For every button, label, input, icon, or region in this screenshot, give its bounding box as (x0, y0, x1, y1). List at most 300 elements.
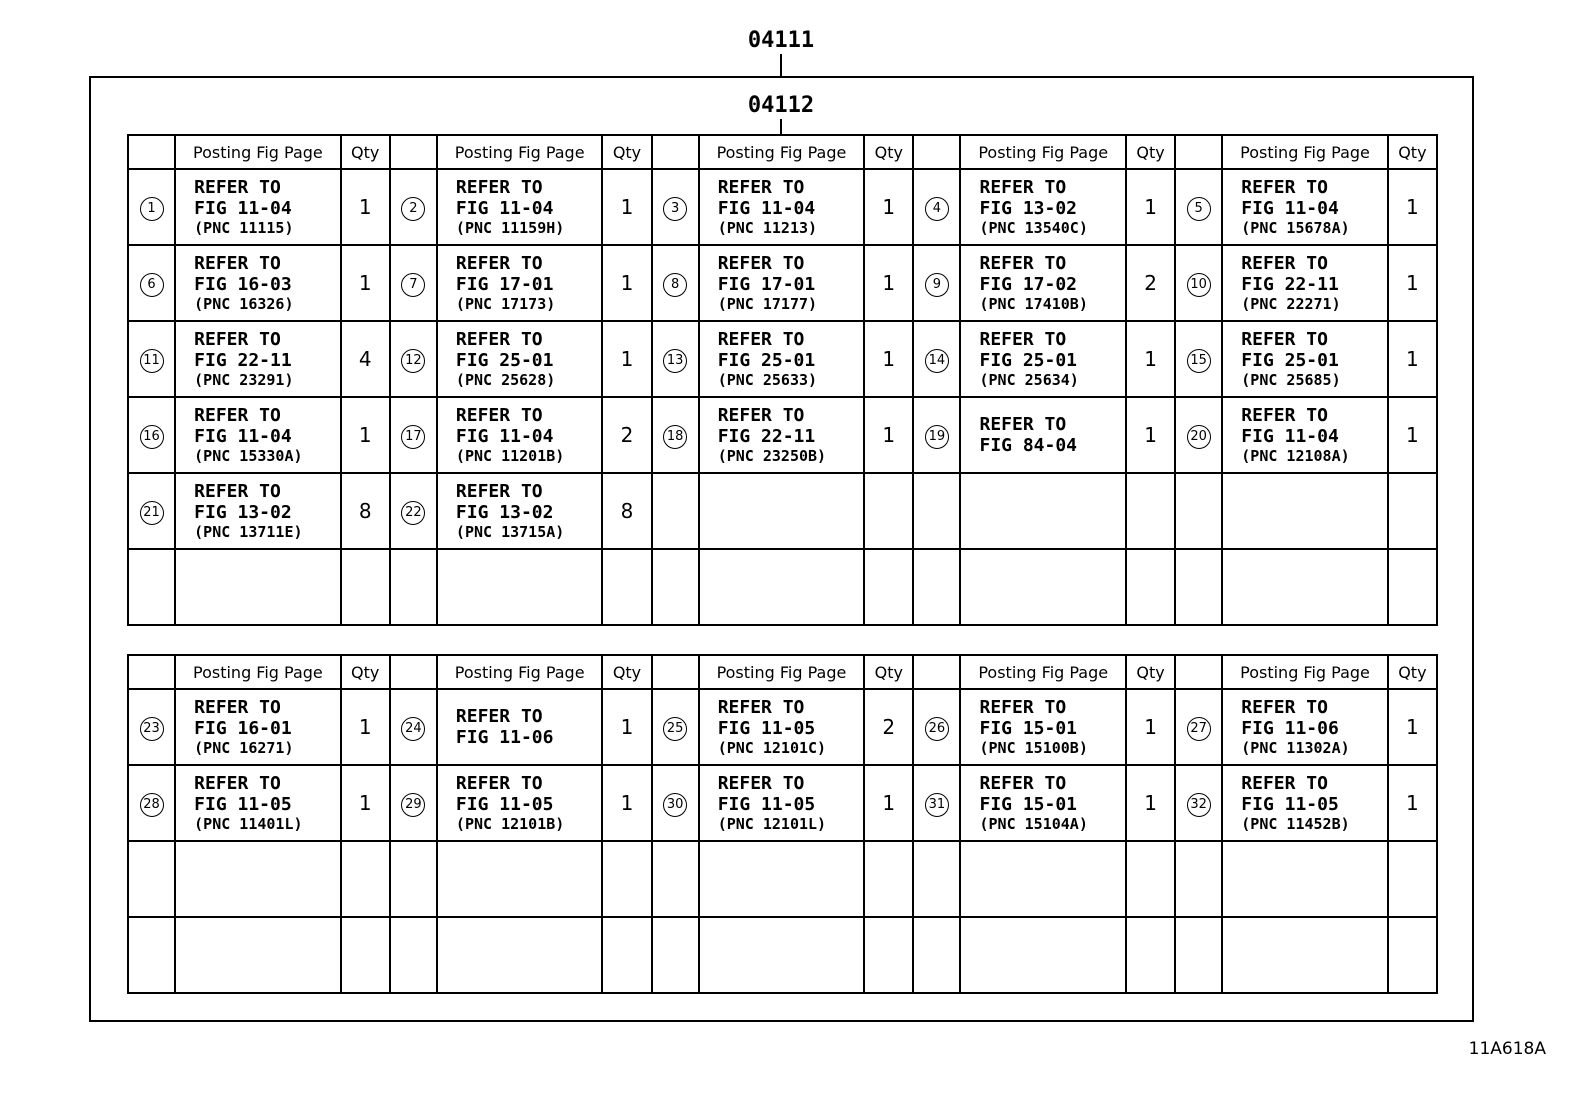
refer-to-text: REFER TO (717, 772, 805, 794)
pnc-text: (PNC 11159H) (455, 218, 565, 237)
fig-page-text: FIG 11-05 (455, 793, 554, 815)
pnc-text: (PNC 25634) (979, 370, 1079, 389)
reference-cell (437, 473, 603, 549)
reference-cell (960, 245, 1126, 321)
pnc-text: (PNC 12101B) (455, 814, 565, 833)
fig-page-text: FIG 25-01 (979, 349, 1078, 371)
pnc-text: (PNC 22271) (1241, 294, 1341, 313)
qty-cell (1126, 549, 1175, 625)
refer-to-text: REFER TO (455, 252, 543, 274)
item-number-cell (913, 549, 960, 625)
qty-cell (1126, 473, 1175, 549)
reference-cell (175, 689, 341, 765)
pnc-text: (PNC 11401L) (194, 814, 303, 833)
refer-to-text: REFER TO (194, 480, 281, 502)
item-number-cell (390, 397, 437, 473)
header-row (128, 135, 1437, 169)
reference-cell (175, 245, 341, 321)
callout-number: 8 (663, 273, 687, 297)
item-number-cell (1175, 841, 1222, 917)
refer-to-text: REFER TO (979, 176, 1067, 198)
qty-cell: 1 (341, 397, 390, 473)
qty-cell: 1 (864, 397, 913, 473)
qty-cell: 1 (1126, 397, 1175, 473)
pnc-text: (PNC 13540C) (979, 218, 1088, 237)
fig-page-text: FIG 11-06 (1241, 717, 1339, 739)
qty-cell (602, 549, 651, 625)
pnc-text: (PNC 12101C) (717, 738, 827, 757)
refer-to-text: REFER TO (194, 696, 281, 718)
refer-to-text: REFER TO (1241, 696, 1328, 718)
item-number-cell (652, 917, 699, 993)
item-number-cell (1175, 549, 1222, 625)
reference-cell (1222, 549, 1388, 625)
qty-cell: 1 (602, 321, 651, 397)
fig-page-text: FIG 16-01 (194, 717, 292, 739)
qty-cell (1388, 473, 1437, 549)
table-row (128, 169, 1437, 245)
table-row (128, 549, 1437, 625)
fig-page-text: FIG 11-04 (194, 425, 292, 447)
reference-cell (175, 765, 341, 841)
item-number-cell (128, 765, 175, 841)
callout-number: 19 (925, 425, 949, 449)
item-number-cell (913, 917, 960, 993)
refer-to-text: REFER TO (194, 404, 281, 426)
refer-to-text: REFER TO (979, 252, 1067, 274)
header-qty-cell: Qty (1388, 135, 1437, 169)
reference-cell (1222, 169, 1388, 245)
qty-cell: 1 (1126, 321, 1175, 397)
item-number-cell (128, 473, 175, 549)
qty-cell: 2 (1126, 245, 1175, 321)
reference-cell (699, 169, 865, 245)
header-posting-cell: Posting Fig Page (960, 655, 1126, 689)
fig-page-text: FIG 22-11 (717, 425, 816, 447)
qty-cell: 8 (341, 473, 390, 549)
reference-cell (699, 689, 865, 765)
fig-page-text: FIG 11-04 (717, 197, 816, 219)
qty-cell: 1 (864, 765, 913, 841)
refer-to-text: REFER TO (717, 328, 805, 350)
refer-to-text: REFER TO (979, 328, 1067, 350)
callout-number: 18 (663, 425, 687, 449)
qty-cell: 1 (341, 169, 390, 245)
callout-number: 30 (663, 793, 687, 817)
fig-page-text: FIG 11-05 (717, 793, 816, 815)
item-number-cell (390, 245, 437, 321)
qty-cell: 1 (1388, 245, 1437, 321)
qty-cell: 8 (602, 473, 651, 549)
reference-cell (437, 397, 603, 473)
reference-cell (437, 549, 603, 625)
header-num-cell (1175, 135, 1222, 169)
reference-cell (960, 321, 1126, 397)
qty-cell: 1 (1388, 169, 1437, 245)
refer-to-text: REFER TO (1241, 252, 1328, 274)
item-number-cell (913, 765, 960, 841)
refer-to-text: REFER TO (194, 772, 281, 794)
fig-page-text: FIG 17-01 (717, 273, 816, 295)
refer-to-text: REFER TO (455, 328, 543, 350)
callout-number: 12 (401, 349, 425, 373)
header-qty-cell: Qty (1388, 655, 1437, 689)
callout-number: 2 (401, 197, 425, 221)
header-num-cell (390, 655, 437, 689)
callout-number: 28 (140, 793, 164, 817)
item-number-cell (128, 689, 175, 765)
item-number-cell (913, 397, 960, 473)
header-qty-cell: Qty (864, 135, 913, 169)
qty-cell: 4 (341, 321, 390, 397)
pnc-text: (PNC 13711E) (194, 522, 303, 541)
item-number-cell (1175, 245, 1222, 321)
refer-to-text: REFER TO (717, 404, 805, 426)
reference-cell (1222, 917, 1388, 993)
item-number-cell (913, 169, 960, 245)
reference-cell (960, 397, 1126, 473)
fig-page-text: FIG 25-01 (455, 349, 554, 371)
qty-cell: 1 (1388, 689, 1437, 765)
pnc-text: (PNC 17410B) (979, 294, 1088, 313)
qty-cell (864, 473, 913, 549)
item-number-cell (913, 245, 960, 321)
item-number-cell (652, 321, 699, 397)
pnc-text: (PNC 16271) (194, 738, 294, 757)
qty-cell: 1 (602, 689, 651, 765)
callout-number: 14 (925, 349, 949, 373)
table-row (128, 245, 1437, 321)
pnc-text: (PNC 25685) (1241, 370, 1341, 389)
refer-to-text: REFER TO (979, 772, 1067, 794)
item-number-cell (128, 549, 175, 625)
callout-number: 9 (925, 273, 949, 297)
pnc-text: (PNC 15104A) (979, 814, 1088, 833)
item-number-cell (390, 321, 437, 397)
reference-cell (1222, 321, 1388, 397)
refer-to-text: REFER TO (455, 772, 543, 794)
fig-page-text: FIG 17-02 (979, 273, 1078, 295)
qty-cell: 1 (602, 169, 651, 245)
reference-cell (437, 689, 603, 765)
pnc-text: (PNC 11452B) (1241, 814, 1350, 833)
pnc-text: (PNC 11213) (717, 218, 818, 237)
reference-cell (699, 321, 865, 397)
item-number-cell (652, 397, 699, 473)
refer-to-text: REFER TO (1241, 176, 1328, 198)
item-number-cell (1175, 397, 1222, 473)
refer-to-text: REFER TO (1241, 772, 1328, 794)
header-qty-cell: Qty (602, 655, 651, 689)
reference-cell (960, 473, 1126, 549)
reference-cell (960, 841, 1126, 917)
qty-cell: 1 (341, 689, 390, 765)
header-num-cell (652, 135, 699, 169)
fig-page-text: FIG 11-04 (1241, 425, 1339, 447)
callout-number: 17 (401, 425, 425, 449)
item-number-cell (128, 245, 175, 321)
refer-to-text: REFER TO (194, 176, 281, 198)
qty-cell: 1 (602, 765, 651, 841)
item-number-cell (1175, 169, 1222, 245)
qty-cell: 1 (1388, 765, 1437, 841)
qty-cell: 2 (864, 689, 913, 765)
fig-page-text: FIG 15-01 (979, 717, 1078, 739)
reference-cell (699, 841, 865, 917)
reference-cell (960, 765, 1126, 841)
refer-to-text: REFER TO (455, 404, 543, 426)
refer-to-text: REFER TO (1241, 328, 1328, 350)
qty-cell: 1 (1388, 321, 1437, 397)
pnc-text: (PNC 17173) (455, 294, 556, 313)
item-number-cell (1175, 689, 1222, 765)
table-row (128, 397, 1437, 473)
refer-to-text: REFER TO (717, 696, 805, 718)
item-number-cell (1175, 765, 1222, 841)
table-row (128, 473, 1437, 549)
callout-number: 10 (1187, 273, 1211, 297)
qty-cell (1126, 917, 1175, 993)
top-leader-line (780, 54, 782, 76)
refer-to-text: REFER TO (455, 176, 543, 198)
pnc-text: (PNC 15100B) (979, 738, 1088, 757)
reference-cell (960, 549, 1126, 625)
qty-cell (864, 841, 913, 917)
pnc-text: (PNC 12108A) (1241, 446, 1350, 465)
item-number-cell (652, 841, 699, 917)
item-number-cell (913, 473, 960, 549)
reference-cell (699, 549, 865, 625)
pnc-text: (PNC 25628) (455, 370, 556, 389)
header-num-cell (128, 135, 175, 169)
header-row (128, 655, 1437, 689)
header-qty-cell: Qty (341, 655, 390, 689)
top-part-code: 04111 (747, 28, 815, 53)
illustration-code: 11A618A (1468, 1039, 1546, 1059)
fig-page-text: FIG 16-03 (194, 273, 292, 295)
reference-cell (699, 473, 865, 549)
header-num-cell (1175, 655, 1222, 689)
qty-cell (1388, 917, 1437, 993)
callout-number: 13 (663, 349, 687, 373)
callout-number: 5 (1187, 197, 1211, 221)
table-row (128, 841, 1437, 917)
item-number-cell (128, 321, 175, 397)
qty-cell (341, 841, 390, 917)
fig-page-text: FIG 11-05 (717, 717, 816, 739)
header-posting-cell: Posting Fig Page (437, 655, 603, 689)
header-num-cell (652, 655, 699, 689)
header-qty-cell: Qty (864, 655, 913, 689)
item-number-cell (390, 765, 437, 841)
refer-to-text: REFER TO (194, 252, 281, 274)
reference-cell (437, 321, 603, 397)
callout-number: 26 (925, 717, 949, 741)
pnc-text: (PNC 23250B) (717, 446, 827, 465)
reference-cell (437, 765, 603, 841)
item-number-cell (390, 549, 437, 625)
reference-cell (437, 245, 603, 321)
header-posting-cell: Posting Fig Page (175, 655, 341, 689)
table-row (128, 765, 1437, 841)
item-number-cell (913, 321, 960, 397)
item-number-cell (390, 689, 437, 765)
reference-cell (175, 549, 341, 625)
callout-number: 24 (401, 717, 425, 741)
item-number-cell (652, 473, 699, 549)
header-posting-cell: Posting Fig Page (1222, 135, 1388, 169)
fig-page-text: FIG 11-04 (1241, 197, 1339, 219)
qty-cell (341, 917, 390, 993)
pnc-text: (PNC 15330A) (194, 446, 303, 465)
pnc-text: (PNC 25633) (717, 370, 818, 389)
item-number-cell (1175, 917, 1222, 993)
reference-cell (1222, 245, 1388, 321)
header-qty-cell: Qty (1126, 655, 1175, 689)
item-number-cell (128, 397, 175, 473)
item-number-cell (390, 169, 437, 245)
reference-cell (699, 397, 865, 473)
callout-number: 1 (140, 197, 164, 221)
fig-page-text: FIG 22-11 (194, 349, 292, 371)
reference-cell (1222, 765, 1388, 841)
fig-page-text: FIG 11-06 (455, 727, 554, 748)
qty-cell (864, 549, 913, 625)
fig-page-text: FIG 22-11 (1241, 273, 1339, 295)
qty-cell: 1 (1126, 169, 1175, 245)
header-posting-cell: Posting Fig Page (175, 135, 341, 169)
pnc-text: (PNC 23291) (194, 370, 294, 389)
qty-cell (602, 917, 651, 993)
qty-cell: 1 (1126, 689, 1175, 765)
reference-cell (437, 841, 603, 917)
header-posting-cell: Posting Fig Page (699, 135, 865, 169)
pnc-text: (PNC 11115) (194, 218, 294, 237)
item-number-cell (913, 841, 960, 917)
refer-to-text: REFER TO (1241, 404, 1328, 426)
item-number-cell (390, 841, 437, 917)
reference-cell (699, 245, 865, 321)
reference-cell (1222, 841, 1388, 917)
inner-part-code: 04112 (747, 93, 815, 118)
callout-number: 31 (925, 793, 949, 817)
item-number-cell (652, 549, 699, 625)
reference-cell (960, 689, 1126, 765)
callout-number: 20 (1187, 425, 1211, 449)
callout-number: 23 (140, 717, 164, 741)
header-posting-cell: Posting Fig Page (699, 655, 865, 689)
fig-page-text: FIG 15-01 (979, 793, 1078, 815)
item-number-cell (652, 689, 699, 765)
qty-cell: 1 (1126, 765, 1175, 841)
refer-to-text: REFER TO (979, 696, 1067, 718)
reference-cell (1222, 397, 1388, 473)
header-num-cell (913, 135, 960, 169)
reference-cell (437, 169, 603, 245)
item-number-cell (128, 169, 175, 245)
callout-number: 25 (663, 717, 687, 741)
qty-cell: 2 (602, 397, 651, 473)
pnc-text: (PNC 17177) (717, 294, 818, 313)
table-row (128, 917, 1437, 993)
callout-number: 16 (140, 425, 164, 449)
fig-page-text: FIG 13-02 (979, 197, 1078, 219)
callout-number: 6 (140, 273, 164, 297)
callout-number: 11 (140, 349, 164, 373)
qty-cell (1388, 549, 1437, 625)
header-posting-cell: Posting Fig Page (960, 135, 1126, 169)
header-posting-cell: Posting Fig Page (1222, 655, 1388, 689)
callout-number: 15 (1187, 349, 1211, 373)
callout-number: 3 (663, 197, 687, 221)
header-posting-cell: Posting Fig Page (437, 135, 603, 169)
pnc-text: (PNC 11201B) (455, 446, 565, 465)
header-num-cell (128, 655, 175, 689)
refer-to-text: REFER TO (194, 328, 281, 350)
item-number-cell (652, 169, 699, 245)
qty-cell (602, 841, 651, 917)
fig-page-text: FIG 17-01 (455, 273, 554, 295)
qty-cell: 1 (341, 245, 390, 321)
callout-number: 4 (925, 197, 949, 221)
reference-cell (960, 169, 1126, 245)
qty-cell: 1 (864, 321, 913, 397)
qty-cell: 1 (1388, 397, 1437, 473)
item-number-cell (128, 917, 175, 993)
callout-number: 27 (1187, 717, 1211, 741)
header-num-cell (390, 135, 437, 169)
inner-leader-line (780, 119, 782, 135)
reference-table-1 (127, 134, 1438, 626)
reference-cell (437, 917, 603, 993)
reference-cell (699, 765, 865, 841)
pnc-text: (PNC 12101L) (717, 814, 827, 833)
qty-cell: 1 (341, 765, 390, 841)
item-number-cell (390, 473, 437, 549)
reference-cell (175, 841, 341, 917)
reference-cell (1222, 689, 1388, 765)
fig-page-text: FIG 11-04 (194, 197, 292, 219)
item-number-cell (652, 765, 699, 841)
pnc-text: (PNC 16326) (194, 294, 294, 313)
callout-number: 7 (401, 273, 425, 297)
qty-cell (341, 549, 390, 625)
qty-cell: 1 (864, 169, 913, 245)
fig-page-text: FIG 11-04 (455, 425, 554, 447)
pnc-text: (PNC 11302A) (1241, 738, 1350, 757)
fig-page-text: FIG 13-02 (194, 501, 292, 523)
fig-page-text: FIG 25-01 (717, 349, 816, 371)
callout-number: 29 (401, 793, 425, 817)
refer-to-text: REFER TO (717, 176, 805, 198)
table-row (128, 321, 1437, 397)
callout-number: 21 (140, 501, 164, 525)
reference-cell (175, 169, 341, 245)
refer-to-text: REFER TO (979, 414, 1067, 435)
callout-number: 32 (1187, 793, 1211, 817)
callout-number: 22 (401, 501, 425, 525)
qty-cell: 1 (864, 245, 913, 321)
fig-page-text: FIG 25-01 (1241, 349, 1339, 371)
reference-cell (175, 321, 341, 397)
item-number-cell (913, 689, 960, 765)
reference-cell (175, 473, 341, 549)
qty-cell (1388, 841, 1437, 917)
qty-cell: 1 (602, 245, 651, 321)
fig-page-text: FIG 13-02 (455, 501, 554, 523)
refer-to-text: REFER TO (455, 480, 543, 502)
item-number-cell (652, 245, 699, 321)
